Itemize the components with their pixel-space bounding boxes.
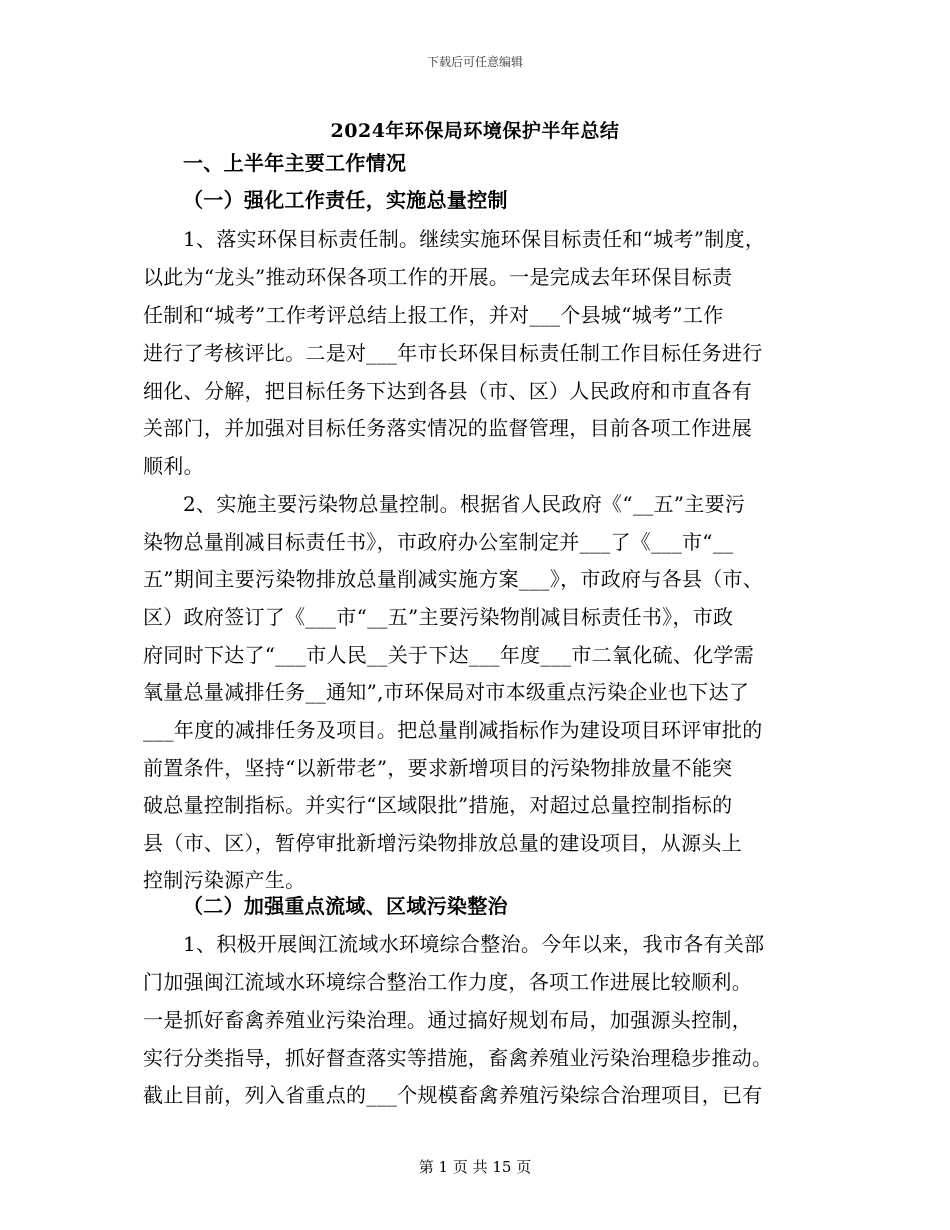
- body-text-line: 府同时下达了“___市人民__关于下达___年度___市二氧化硫、化学需: [143, 643, 755, 667]
- body-text-line: ___年度的减排任务及项目。把总量削减指标作为建设项目环评审批的: [143, 718, 763, 742]
- body-text-line: 2、实施主要污染物总量控制。根据省人民政府《“__五”主要污: [183, 492, 746, 516]
- section-heading: （二）加强重点流域、区域污染整治: [183, 894, 508, 918]
- section-heading: 一、上半年主要工作情况: [183, 151, 407, 175]
- body-text-line: 前置条件，坚持“以新带老”，要求新增项目的污染物排放量不能突: [143, 756, 733, 780]
- body-text-line: 以此为“龙头”推动环保各项工作的开展。一是完成去年环保目标责: [143, 265, 733, 289]
- section-heading: （一）强化工作责任，实施总量控制: [183, 188, 508, 212]
- body-text-line: 关部门，并加强对目标任务落实情况的监督管理，目前各项工作进展: [143, 416, 752, 440]
- body-text-line: 区）政府签订了《___市“__五”主要污染物削减目标责任书》，市政: [143, 605, 734, 629]
- body-text-line: 门加强闽江流域水环境综合整治工作力度，各项工作进展比较顺利。: [143, 970, 752, 994]
- body-text-line: 县（市、区），暂停审批新增污染物排放总量的建设项目，从源头上: [143, 831, 742, 855]
- body-text-line: 顺利。: [143, 454, 204, 478]
- body-text-line: 氧量总量减排任务__通知”,市环保局对市本级重点污染企业也下达了: [143, 680, 750, 704]
- body-text-line: 进行了考核评比。二是对___年市长环保目标责任制工作目标任务进行: [143, 341, 763, 365]
- body-text-line: 五”期间主要污染物排放总量削减实施方案___》，市政府与各县（市、: [143, 567, 764, 591]
- document-title: 2024年环保局环境保护半年总结: [330, 120, 620, 142]
- body-text-line: 细化、分解，把目标任务下达到各县（市、区）人民政府和市直各有: [143, 379, 752, 403]
- body-text-line: 截止目前，列入省重点的___个规模畜禽养殖污染综合治理项目，已有: [143, 1083, 763, 1107]
- body-text-line: 一是抓好畜禽养殖业污染治理。通过搞好规划布局，加强源头控制，: [143, 1008, 752, 1032]
- body-text-line: 任制和“城考”工作考评总结上报工作，并对___个县城“城考”工作: [143, 303, 724, 327]
- body-text-line: 1、积极开展闽江流域水环境综合整治。今年以来，我市各有关部: [183, 932, 765, 956]
- body-text-line: 染物总量削减目标责任书》，市政府办公室制定并___了《___市“__: [143, 530, 734, 554]
- header-note: 下载后可任意编辑: [426, 55, 523, 69]
- body-text-line: 控制污染源产生。: [143, 868, 306, 892]
- page-footer: 第 1 页 共 15 页: [418, 1158, 532, 1176]
- body-text-line: 1、落实环保目标责任制。继续实施环保目标责任和“城考”制度，: [183, 227, 766, 251]
- body-text-line: 破总量控制指标。并实行“区域限批”措施，对超过总量控制指标的: [143, 793, 733, 817]
- body-text-line: 实行分类指导，抓好督查落实等措施，畜禽养殖业污染治理稳步推动。: [143, 1046, 773, 1070]
